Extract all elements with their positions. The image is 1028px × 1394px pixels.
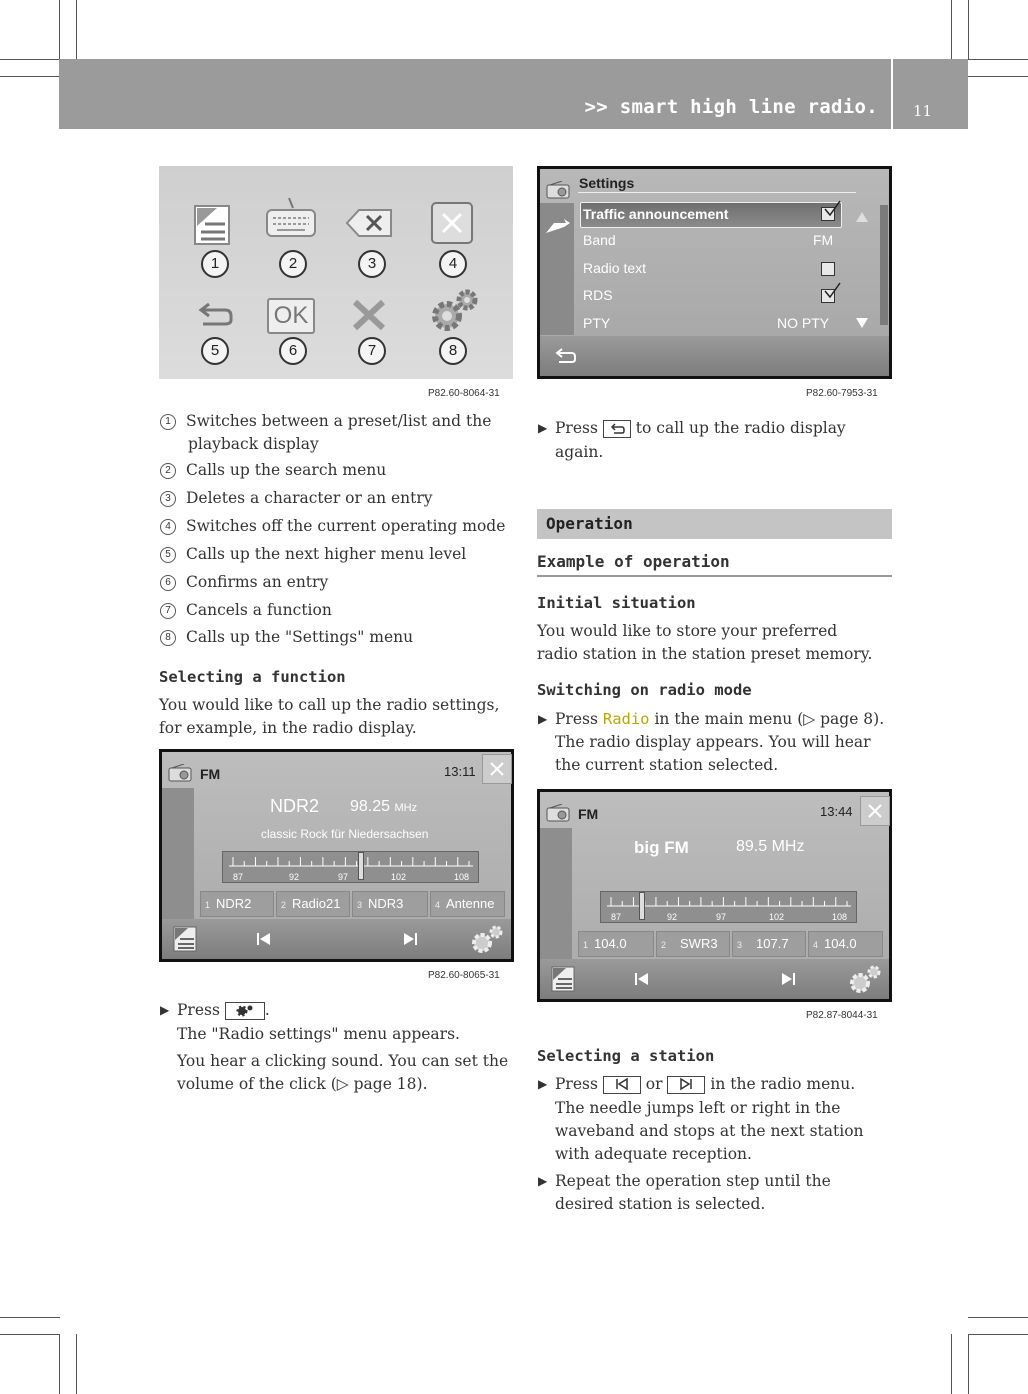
tuning-needle[interactable] (639, 892, 645, 920)
band-label: FM (578, 806, 599, 822)
figure-caption: P82.60-8064-31 (428, 388, 500, 399)
scale-label: 108 (454, 872, 470, 882)
cancel-icon (351, 298, 387, 332)
legend-item-cont: playback display (188, 435, 319, 453)
settings-row-pty[interactable]: PTY NO PTY (583, 315, 830, 331)
figure-caption: P82.60-7953-31 (806, 388, 878, 399)
preset-list-icon[interactable] (550, 965, 578, 993)
crop-mark (0, 76, 60, 77)
preset-list-icon[interactable] (172, 925, 200, 953)
back-icon (195, 298, 235, 332)
crop-mark (968, 1334, 969, 1394)
figure-caption: P82.87-8044-31 (806, 1010, 878, 1021)
menu-title: Settings (579, 175, 635, 191)
close-icon (483, 755, 511, 783)
legend-item: 6 Confirms an entry (160, 573, 328, 591)
side-panel (162, 788, 194, 922)
settings-icon[interactable] (846, 963, 884, 995)
preset-button[interactable]: 4 Antenne (430, 891, 505, 917)
step-item: ▶ Press or in the radio menu. (555, 1073, 855, 1096)
preset-button[interactable]: 1 104.0 (578, 931, 654, 957)
step-item-cont: The radio display appears. You will hear (555, 733, 871, 751)
side-panel (540, 828, 572, 962)
checkbox-unchecked[interactable] (821, 262, 835, 276)
waveband-scale (600, 891, 857, 923)
bullet-icon: ▶ (538, 712, 548, 726)
page-title: >> smart high line radio. (584, 96, 878, 118)
band-label: FM (200, 766, 221, 782)
legend-item: 5 Calls up the next higher menu level (160, 545, 466, 563)
figure-caption: P82.60-8065-31 (428, 970, 500, 981)
scale-label: 92 (289, 872, 300, 882)
step-item: ▶ Repeat the operation step until the (555, 1170, 831, 1193)
scale-label: 108 (832, 912, 848, 922)
callout-3: 3 (358, 250, 386, 278)
figure-settings-menu (537, 166, 892, 379)
tuning-needle[interactable] (358, 852, 364, 880)
radio-icon (168, 764, 194, 782)
section-heading: Initial situation (537, 594, 696, 612)
step-note: volume of the click (▷ page 18). (177, 1075, 428, 1093)
callout-7: 7 (358, 337, 386, 365)
subsection-heading: Example of operation (537, 552, 730, 571)
legend-item: 4 Switches off the current operating mode (160, 517, 505, 535)
crop-mark (968, 1317, 1028, 1318)
bottom-bar (162, 919, 511, 959)
skip-forward-icon[interactable] (402, 931, 418, 947)
keyboard-icon (263, 196, 319, 240)
station-name: NDR2 (270, 796, 320, 816)
step-item-cont: with adequate reception. (555, 1145, 752, 1163)
preset-button[interactable]: 3 107.7 (732, 931, 806, 957)
clock: 13:44 (820, 804, 853, 819)
clock: 13:11 (444, 764, 476, 779)
skip-back-icon[interactable] (256, 931, 272, 947)
crop-mark (76, 1334, 77, 1394)
settings-row-radiotext[interactable]: Radio text (583, 260, 647, 276)
bullet-icon: ▶ (538, 1174, 548, 1188)
back-icon[interactable] (554, 346, 578, 366)
legend-item: 1 Switches between a preset/list and the (160, 412, 491, 430)
heading-rule (537, 575, 892, 577)
callout-5: 5 (201, 337, 229, 365)
step-result: The "Radio settings" menu appears. (177, 1025, 460, 1043)
preset-button[interactable]: 2 Radio21 (276, 891, 350, 917)
step-note: You hear a clicking sound. You can set the (177, 1052, 509, 1070)
paragraph: You would like to store your preferred (537, 622, 838, 640)
crop-mark (76, 0, 77, 60)
step-item-cont: The needle jumps left or right in the (555, 1099, 841, 1117)
figure-icons (159, 166, 513, 379)
preset-button[interactable]: 1 NDR2 (200, 891, 274, 917)
bullet-icon: ▶ (538, 421, 548, 435)
settings-row-rds[interactable]: RDS (583, 287, 613, 303)
settings-row-band[interactable]: Band FM (583, 232, 834, 248)
legend-item: 7 Cancels a function (160, 601, 332, 619)
figure-radio-display (537, 789, 892, 1002)
radio-text: classic Rock für Niedersachsen (261, 827, 429, 841)
section-heading: Selecting a station (537, 1047, 715, 1065)
settings-icon (427, 286, 483, 336)
radio-softkey-label: Radio (602, 710, 650, 728)
scale-label: 102 (769, 912, 785, 922)
legend-item: 3 Deletes a character or an entry (160, 489, 433, 507)
legend-item: 2 Calls up the search menu (160, 461, 386, 479)
scale-ticks (229, 856, 473, 870)
skip-forward-icon[interactable] (780, 971, 796, 987)
bottom-bar (540, 336, 889, 376)
back-arrow-icon[interactable] (544, 217, 570, 235)
crop-mark (0, 59, 60, 60)
crop-mark (951, 0, 952, 60)
waveband-scale (222, 851, 479, 883)
scale-label: 97 (716, 912, 727, 922)
checkmark-icon (822, 199, 842, 219)
paragraph: radio station in the station preset memory. (537, 645, 873, 663)
close-icon (861, 797, 889, 825)
step-item: ▶ Press . (177, 999, 270, 1022)
preset-button[interactable]: 3 NDR3 (352, 891, 428, 917)
skip-back-icon[interactable] (634, 971, 650, 987)
bullet-icon: ▶ (160, 1003, 170, 1017)
section-bar (537, 509, 892, 539)
step-item: ▶ Press Radio in the main menu (▷ page 8). (555, 708, 884, 731)
crop-mark (951, 1334, 952, 1394)
crop-mark (0, 1317, 60, 1318)
preset-button[interactable]: 4 104.0 (808, 931, 883, 957)
close-box-icon (429, 200, 475, 246)
step-item-cont: desired station is selected. (555, 1195, 766, 1213)
bullet-icon: ▶ (538, 1077, 548, 1091)
crop-mark (0, 1334, 60, 1335)
preset-button[interactable]: 2 SWR3 (656, 931, 730, 957)
side-panel (540, 203, 574, 335)
settings-icon[interactable] (468, 923, 506, 955)
step-item: ▶ Press to call up the radio display (555, 417, 846, 440)
checkmark-icon (822, 281, 842, 301)
scale-label: 102 (391, 872, 407, 882)
paragraph: for example, in the radio display. (159, 719, 417, 737)
station-name: big FM (634, 838, 689, 857)
paragraph: You would like to call up the radio settings, (159, 696, 500, 714)
crop-mark (968, 1334, 1028, 1335)
step-item-cont: the current station selected. (555, 756, 779, 774)
settings-row-traffic[interactable]: Traffic announcement (583, 206, 729, 222)
callout-4: 4 (439, 250, 467, 278)
callout-1: 1 (201, 250, 229, 278)
settings-key-icon (225, 1002, 265, 1020)
crop-mark (968, 59, 1028, 60)
radio-icon (546, 804, 572, 822)
section-heading: Selecting a function (159, 668, 346, 686)
section-title: Operation (546, 514, 633, 533)
skip-back-key-icon (603, 1076, 641, 1094)
frequency: 89.5 MHz (736, 838, 805, 855)
divider (578, 192, 856, 193)
close-button[interactable] (860, 796, 890, 826)
section-heading: Switching on radio mode (537, 681, 752, 699)
crop-mark (59, 1334, 60, 1394)
preset-list-icon (191, 202, 233, 246)
scale-label: 87 (233, 872, 244, 882)
backspace-icon (345, 206, 395, 240)
crop-mark (59, 0, 60, 60)
callout-6: 6 (279, 337, 307, 365)
crop-mark (968, 76, 1028, 77)
scale-label: 92 (667, 912, 678, 922)
skip-forward-key-icon (667, 1076, 705, 1094)
step-item-cont: again. (555, 443, 604, 461)
page-number: 11 (913, 102, 933, 120)
scroll-up-icon[interactable] (855, 211, 869, 223)
scrollbar[interactable] (880, 205, 888, 325)
scale-label: 87 (611, 912, 622, 922)
scroll-down-icon[interactable] (855, 317, 869, 329)
close-button[interactable] (482, 754, 512, 784)
crop-mark (968, 0, 969, 60)
step-item-cont: waveband and stops at the next station (555, 1122, 864, 1140)
back-key-icon (603, 420, 631, 438)
header-bar (59, 59, 891, 129)
callout-2: 2 (279, 250, 307, 278)
radio-icon (546, 181, 572, 199)
scale-label: 97 (338, 872, 349, 882)
bottom-bar (540, 959, 889, 999)
figure-radio-display (159, 749, 514, 962)
legend-item: 8 Calls up the "Settings" menu (160, 628, 413, 646)
ok-icon: OK (267, 298, 315, 334)
frequency: 98.25 MHz (350, 798, 418, 815)
callout-8: 8 (439, 337, 467, 365)
